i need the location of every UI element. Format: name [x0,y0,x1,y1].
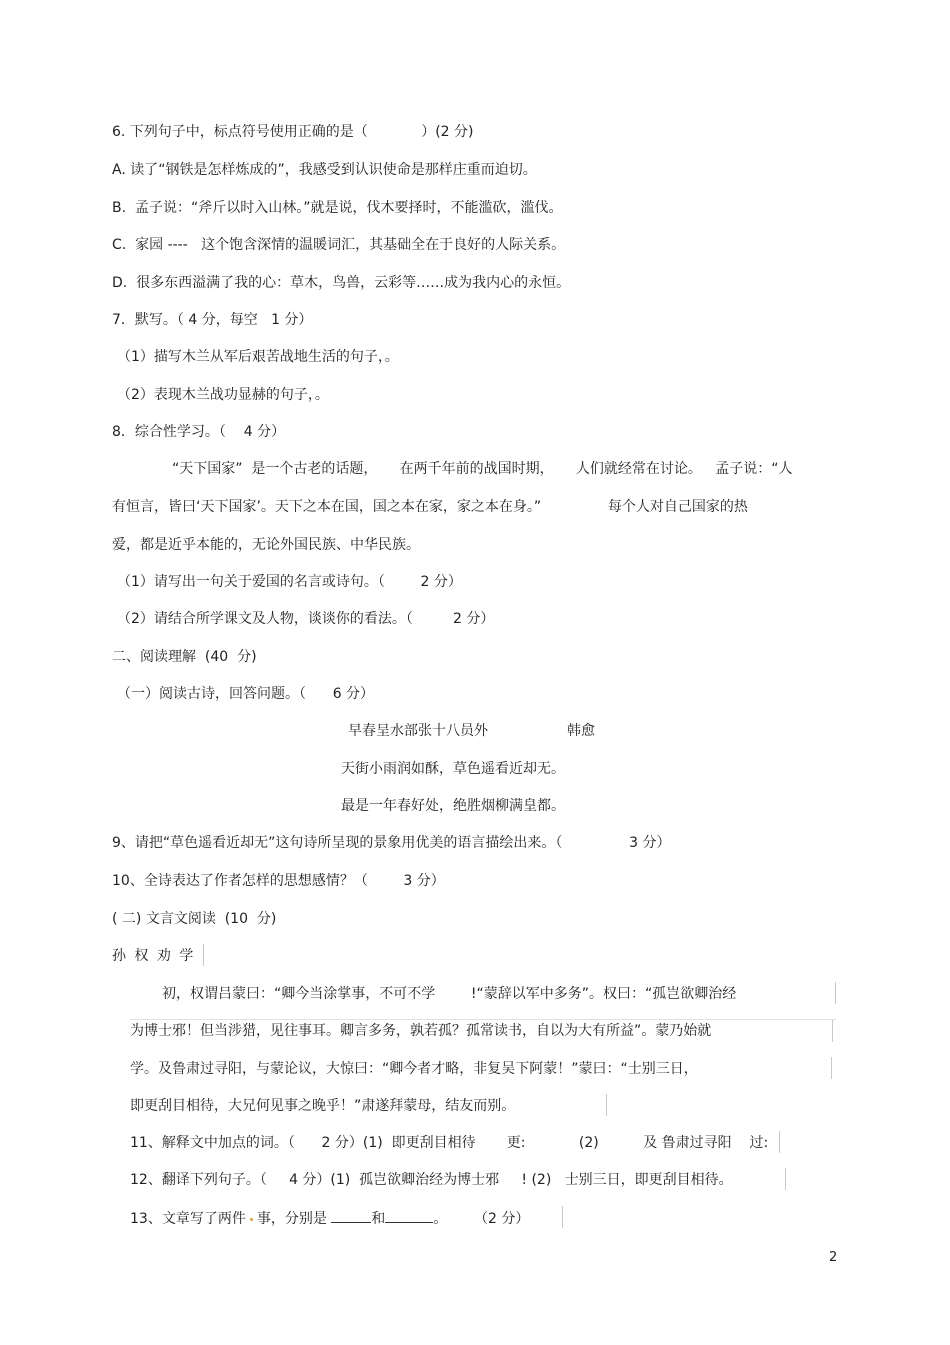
q10: 10、全诗表达了作者怎样的思想感情？（ 3 分） [112,873,445,889]
q7-part-2: （2）表现木兰战功显赫的句子，。 [117,387,329,403]
table-border [831,1057,832,1079]
section-2-title: 二、阅读理解 (40 分) [112,649,257,665]
q6-stem: 6. 下列句子中，标点符号使用正确的是（ ）(2 分) [112,124,474,140]
q7-part-1: （1）描写木兰从军后艰苦战地生活的句子，。 [117,349,399,365]
table-border [832,1020,833,1042]
q13-text-b: 事，分别是 [256,1211,327,1227]
poem-line-1: 天街小雨润如酥，草色遥看近却无。 [341,761,565,777]
table-border [203,944,204,966]
prose-line-4: 即更刮目相待，大兄何见事之晚乎！”肃遂拜蒙母，结友而别。 [130,1098,516,1114]
q8-part-1: （1）请写出一句关于爱国的名言或诗句。（ 2 分） [117,574,462,590]
q8-paragraph-line-1: “天下国家” 是一个古老的话题， 在两千年前的战国时期， 人们就经常在讨论。 孟子说：“人 [172,461,793,477]
section-2-part-2: ( 二) 文言文阅读 (10 分) [112,911,277,927]
q6-option-c: C. 家园 ---- 这个饱含深情的温暖词汇，其基础全在于良好的人际关系。 [112,237,566,253]
q12: 12、翻译下列句子。（ 4 分）(1) 孤岂欲卿治经为博士邪 ! (2) 士别三日，即更刮目相待。 [130,1172,733,1188]
q6-option-a: A. 读了“钢铁是怎样炼成的”，我感受到认识使命是那样庄重而迫切。 [112,162,537,178]
table-border [606,1094,607,1116]
poem-line-2: 最是一年春好处，绝胜烟柳满皇都。 [341,798,565,814]
q13 [130,1208,529,1229]
prose-title: 孙 权 劝 学 [112,948,196,964]
page-number: 2 [829,1250,838,1265]
q8-part-2: （2）请结合所学课文及人物，谈谈你的看法。（ 2 分） [117,611,495,627]
q7-stem: 7．默写。（ 4 分，每空 1 分） [112,312,313,328]
prose-line-3: 学。及鲁肃过寻阳，与蒙论议，大惊曰：“卿今者才略，非复吴下阿蒙！”蒙曰：“士别三日， [130,1061,698,1077]
table-border [562,1206,563,1228]
prose-line-2: 为博士邪！但当涉猎，见往事耳。卿言多务，孰若孤？孤常读书，自以为大有所益”。蒙乃始就 [130,1023,712,1039]
q13-text-d: 。 （2 分） [433,1211,530,1227]
q13-blank-1[interactable] [331,1208,371,1223]
q13-text-c: 和 [371,1211,386,1227]
poem-author: 韩愈 [567,723,595,739]
q8-stem: 8．综合性学习。（ 4 分） [112,424,286,440]
table-border [130,1019,836,1020]
q11: 11、解释文中加点的词。（ 2 分）(1) 即更刮目相待 更: (2) 及 鲁肃过寻阳 过: [130,1135,769,1151]
q13-text-a: 13、文章写了两件 [130,1211,246,1227]
q13-blank-2[interactable] [385,1208,433,1223]
table-border [785,1168,786,1190]
q8-paragraph-line-2: 有恒言，皆曰‘天下国家’。天下之本在国，国之本在家，家之本在身。” 每个人对自己国家的热 [112,499,748,515]
table-border [779,1131,780,1153]
emphasis-dot-icon [250,1218,253,1221]
table-border [835,982,836,1004]
q8-paragraph-line-3: 爱，都是近乎本能的，无论外国民族、中华民族。 [112,537,420,553]
section-2-part-1: （一）阅读古诗，回答问题。（ 6 分） [117,686,375,702]
prose-line-1: 初，权谓吕蒙曰：“卿今当涂掌事，不可不学 !“蒙辞以军中多务”。权曰：“孤岂欲卿治经 [162,986,737,1002]
q9: 9、请把“草色遥看近却无”这句诗所呈现的景象用优美的语言描绘出来。（ 3 分） [112,835,671,851]
q6-option-b: B. 孟子说：“斧斤以时入山林。”就是说，伐木要择时，不能滥砍，滥伐。 [112,200,563,216]
poem-title: 早春呈水部张十八员外 [348,723,488,739]
q6-option-d: D. 很多东西溢满了我的心：草木，鸟兽，云彩等……成为我内心的永恒。 [112,275,571,291]
